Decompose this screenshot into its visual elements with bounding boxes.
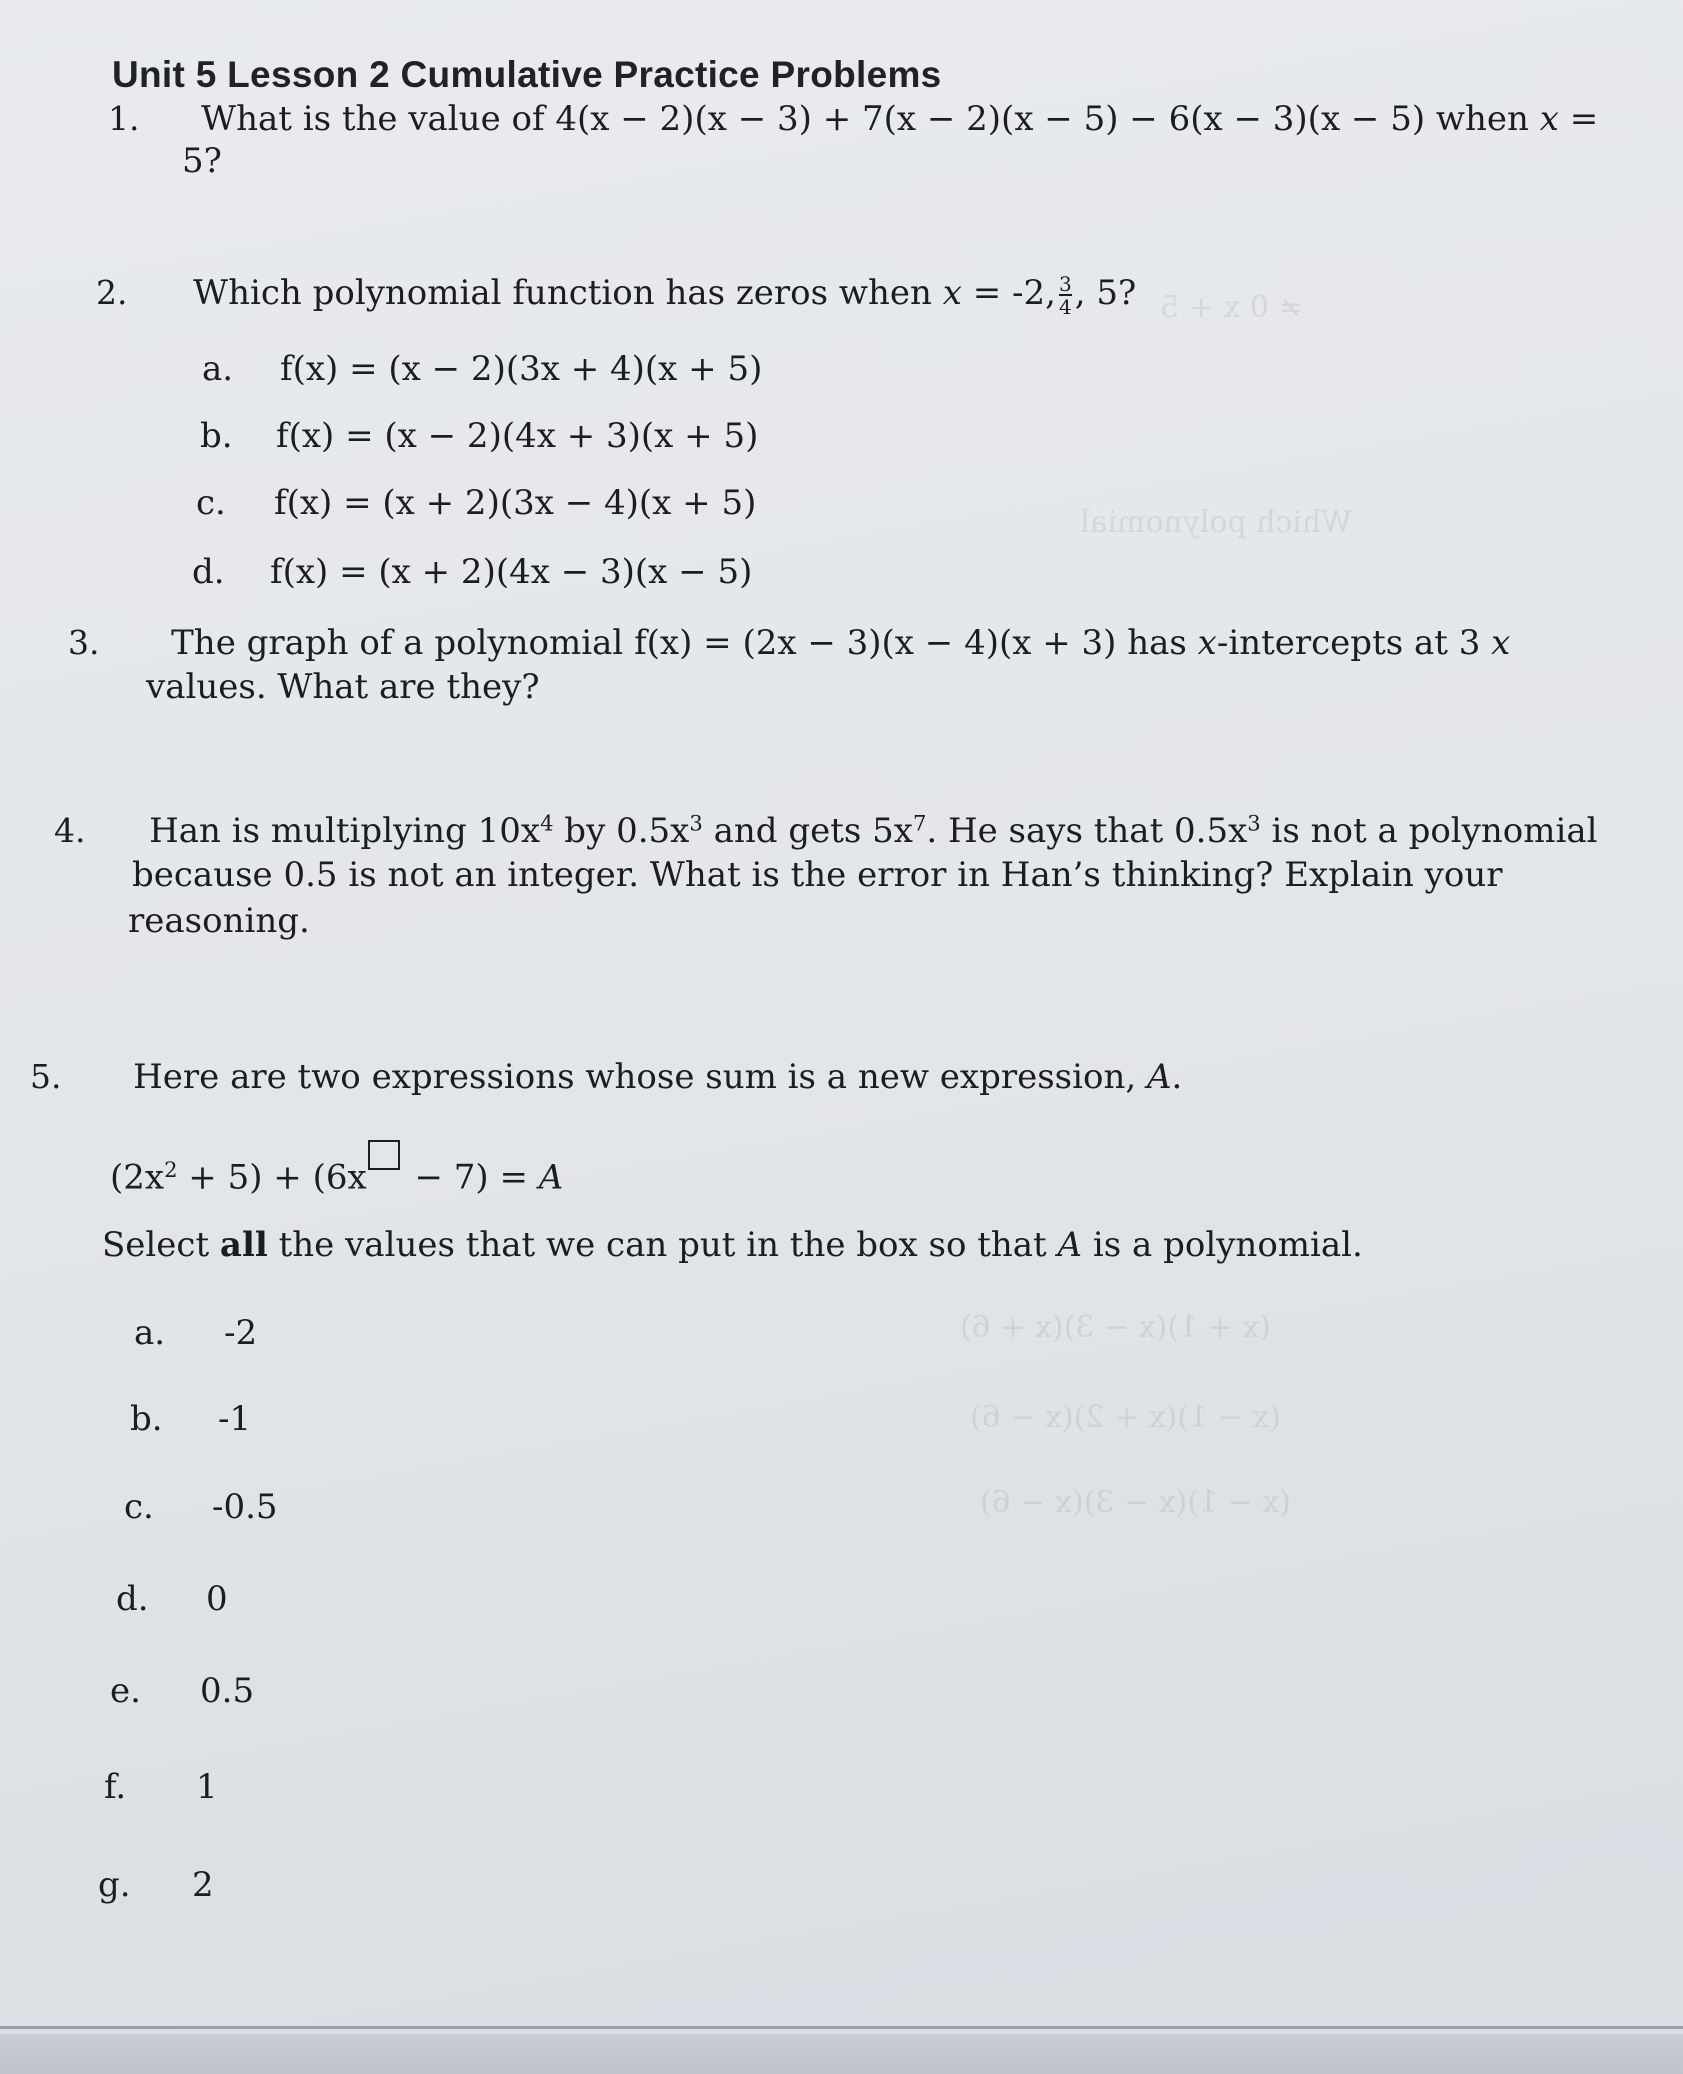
monomial-exponent: 7 [912,810,927,836]
option-expression: f(x) = (x + 2)(3x − 4)(x + 5) [274,483,757,523]
exponent-blank-box[interactable] [368,1140,400,1170]
question-5-expression [110,1140,563,1201]
question-text: Which polynomial function has zeros when [193,273,943,313]
question-text: when [1425,99,1540,139]
option-value: 0.5 [200,1671,255,1711]
math-variable: A [1057,1225,1083,1265]
math-expression: f(x) = (2x − 3)(x − 4)(x + 3) [634,623,1117,663]
option-value: -0.5 [212,1487,278,1527]
option-letter: c. [196,483,226,523]
option-2d[interactable] [192,549,752,595]
question-4-line-2: because 0.5 is not an integer. What is the error in Han’s thinking? Explain your [132,855,1503,895]
option-value: 1 [196,1767,218,1807]
bleed-through-text: (x − 1)(x + 2)(x − 6) [970,1400,1281,1435]
option-2c[interactable] [196,480,756,526]
option-5d[interactable] [116,1576,228,1622]
question-number: 1. [108,99,140,138]
question-text: and gets [702,811,873,851]
question-text: The graph of a polynomial [171,623,635,663]
question-text: Han is multiplying [149,811,478,851]
instruction-emphasis: all [219,1225,268,1265]
instruction-text: the values that we can put in the box so that [267,1225,1058,1265]
option-value: 2 [192,1865,214,1905]
question-text: , 5? [1074,273,1137,313]
page-title: Unit 5 Lesson 2 Cumulative Practice Problems [112,54,942,95]
math-monomial [478,811,554,851]
question-5 [30,1054,1182,1100]
instruction-text: Select [102,1225,220,1265]
math-variable: x [1491,623,1511,663]
option-5a[interactable] [134,1310,257,1356]
question-1 [108,96,1598,142]
math-variable: x [942,273,962,313]
math-monomial [872,811,926,851]
expression-part: (2x [110,1157,165,1198]
option-5c[interactable] [124,1484,278,1530]
monomial-exponent: 3 [1247,810,1261,836]
expression-exponent: 2 [164,1157,178,1183]
option-letter: g. [98,1865,131,1905]
question-text: is not a polynomial [1260,811,1598,851]
question-1-line-2: 5? [182,141,222,181]
fraction [1058,271,1072,319]
fraction-numerator: 3 [1058,271,1072,296]
option-value: -1 [218,1399,252,1439]
expression-part: − 7) = [403,1157,539,1198]
monomial-exponent: 3 [689,810,703,836]
monomial-exponent: 4 [540,810,554,836]
question-text: . He says that [926,811,1175,851]
page-edge-divider [0,2026,1683,2029]
math-variable: A [538,1157,564,1198]
option-5f[interactable] [104,1764,218,1810]
math-monomial [616,811,703,851]
monomial-base: 10x [477,811,541,851]
option-letter: b. [200,416,233,456]
bleed-through-text: (x + 1)(x − 3)(x + 6) [960,1310,1271,1345]
monomial-base: 0.5x [616,811,690,851]
option-letter: d. [116,1579,149,1619]
math-variable: x [1197,623,1217,663]
question-5-instruction [102,1222,1363,1268]
question-number: 3. [68,623,100,662]
question-text: -intercepts at 3 [1216,623,1492,663]
question-2 [96,270,1136,317]
question-number: 4. [54,811,86,850]
option-letter: c. [124,1487,154,1527]
question-text: = -2, [961,273,1056,313]
option-letter: f. [104,1767,127,1807]
option-letter: b. [130,1399,163,1439]
question-text: = [1558,99,1599,139]
bleed-through-text: Which polynomial [1080,505,1353,540]
fraction-denominator: 4 [1058,294,1072,319]
question-3-line-2: values. What are they? [146,667,540,707]
math-monomial [1174,811,1261,851]
bleed-through-text: ≠ 0 x + 5 [1160,290,1304,325]
option-5g[interactable] [98,1862,214,1908]
option-letter: a. [134,1313,166,1353]
option-letter: d. [192,552,225,592]
question-number: 2. [96,273,128,312]
option-5b[interactable] [130,1396,251,1442]
option-2b[interactable] [200,413,758,459]
question-text: has [1116,623,1198,663]
question-4 [54,808,1598,854]
option-letter: a. [202,349,234,389]
option-value: -2 [224,1313,258,1353]
desk-surface [0,2034,1683,2074]
expression-part: + 5) + (6x [177,1157,367,1198]
option-expression: f(x) = (x − 2)(3x + 4)(x + 5) [280,349,763,389]
monomial-base: 0.5x [1174,811,1248,851]
option-5e[interactable] [110,1668,254,1714]
math-variable: x [1539,99,1559,139]
question-text: by [553,811,617,851]
question-text: What is the value of [201,99,556,139]
question-3 [68,620,1510,666]
option-value: 0 [206,1579,228,1619]
question-text: Here are two expressions whose sum is a new expression, [133,1057,1147,1097]
option-letter: e. [110,1671,141,1711]
option-expression: f(x) = (x + 2)(4x − 3)(x − 5) [270,552,753,592]
instruction-text: is a polynomial. [1082,1225,1363,1265]
question-4-line-3: reasoning. [128,901,310,941]
monomial-base: 5x [872,811,913,851]
option-2a[interactable] [202,346,762,392]
bleed-through-text: (x − 1)(x − 3)(x − 6) [980,1485,1291,1520]
question-number: 5. [30,1057,62,1096]
question-text: . [1171,1057,1183,1097]
option-expression: f(x) = (x − 2)(4x + 3)(x + 5) [276,416,759,456]
math-variable: A [1146,1057,1172,1097]
math-expression: 4(x − 2)(x − 3) + 7(x − 2)(x − 5) − 6(x − 3)(x − 5) [555,99,1426,139]
